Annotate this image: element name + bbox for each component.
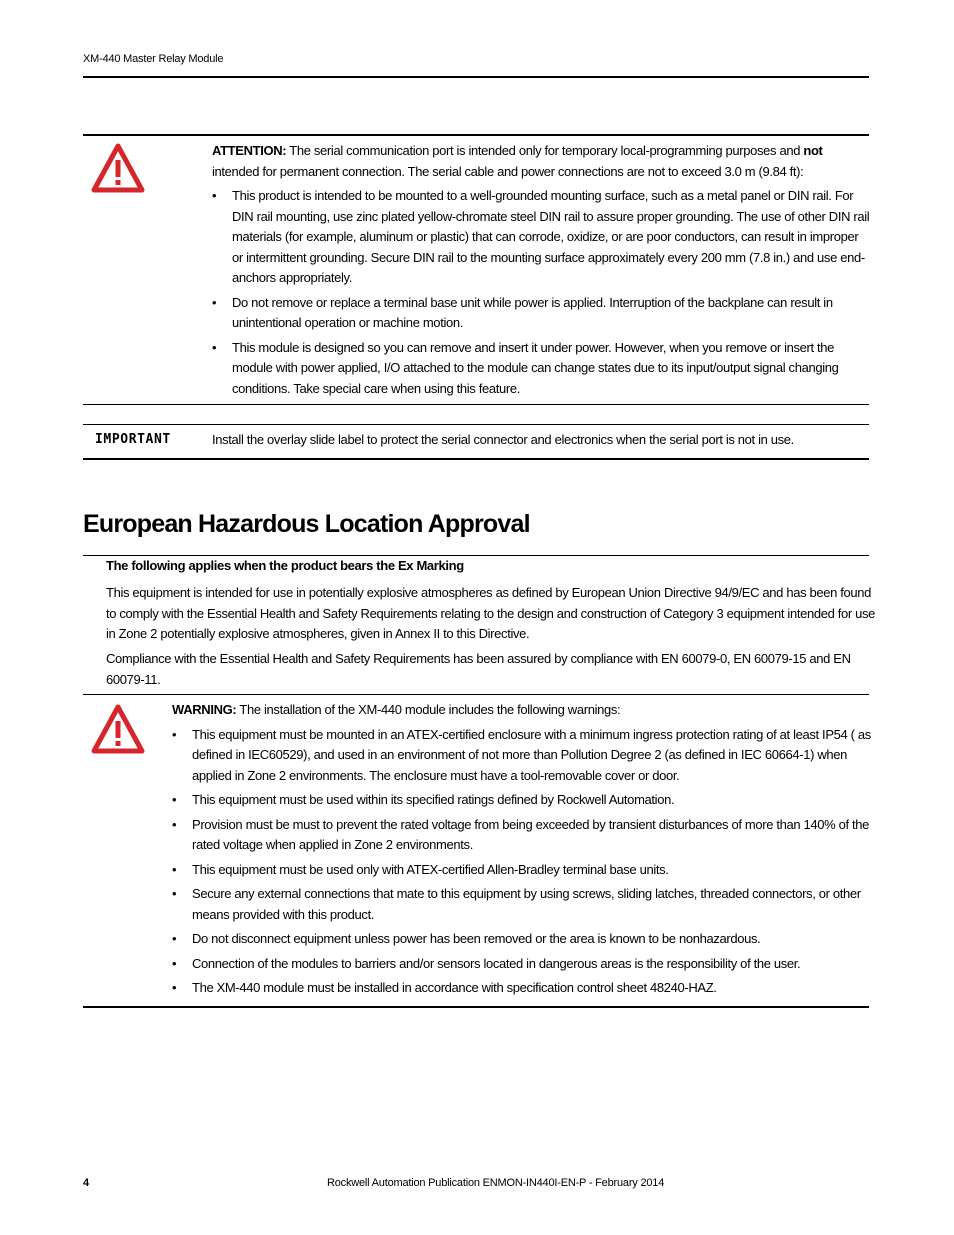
warning-bullet-list	[172, 725, 872, 999]
section-title: European Hazardous Location Approval	[83, 510, 530, 538]
important-label: IMPORTANT	[95, 432, 171, 447]
important-bottom-rule	[83, 458, 869, 460]
warning-bullet: • Do not disconnect equipment unless power has been removed or the area is known to be nonhazardous.	[172, 929, 872, 950]
warning-triangle-icon	[91, 143, 145, 193]
important-text: Install the overlay slide label to protect the serial connector and electronics when the serial port is not in use.	[212, 432, 794, 447]
warning-bullet: • This equipment must be mounted in an ATEX-certified enclosure with a minimum ingress protection rating of at least IP54 ( as defined in IEC60529), and used in an environment of not more than Pollution Degree 2 (as defined in IEC 60664-1) when applied in Zone 2 environments. The enclosure must have a tool-removable cover or door.	[172, 725, 872, 787]
warning-bullet: • Connection of the modules to barriers and/or sensors located in dangerous areas is the responsibility of the user.	[172, 954, 872, 975]
warning-block	[172, 700, 872, 999]
attention-bullet: • This module is designed so you can remove and insert it under power. However, when you remove or insert the module with power applied, I/O attached to the module can change states due to its input/output signal changing conditions. Take special care when using this feature.	[212, 338, 872, 400]
warning-bullet: • Secure any external connections that mate to this equipment by using screws, sliding latches, threaded connectors, or other means provided with this product.	[172, 884, 872, 925]
warning-intro	[172, 700, 872, 721]
attention-bullet-list	[212, 186, 872, 399]
section-subheading: The following applies when the product bears the Ex Marking	[106, 558, 464, 573]
important-top-rule	[83, 424, 869, 425]
attention-label: ATTENTION:	[212, 143, 287, 158]
section-paragraph-2: Compliance with the Essential Health and Safety Requirements has been assured by compliance with EN 60079-0, EN 60079-15 and EN 60079-11.	[106, 651, 851, 687]
attention-intro-tail: intended for permanent connection. The serial cable and power connections are not to exceed 3.0 m (9.84 ft):	[212, 163, 804, 179]
attention-emphasis: not	[803, 143, 823, 158]
page-number: 4	[83, 1177, 90, 1189]
warning-top-rule	[83, 694, 869, 695]
warning-bullet: • This equipment must be used within its specified ratings defined by Rockwell Automation.	[172, 790, 872, 811]
warning-bullet: • This equipment must be used only with ATEX-certified Allen-Bradley terminal base units.	[172, 860, 872, 881]
warning-bullet: • The XM-440 module must be installed in accordance with specification control sheet 48240-HAZ.	[172, 978, 872, 999]
warning-intro-text: The installation of the XM-440 module includes the following warnings:	[239, 702, 621, 717]
warning-bottom-rule	[83, 1006, 869, 1008]
warning-bullet: • Provision must be must to prevent the rated voltage from being exceeded by transient disturbances of more than 140% of the rated voltage when applied in Zone 2 environments.	[172, 815, 872, 856]
publication-info: Rockwell Automation Publication ENMON-IN440I-EN-P - February 2014	[327, 1177, 665, 1189]
section-rule	[83, 555, 869, 556]
warning-triangle-icon	[91, 704, 145, 754]
attention-block	[212, 141, 872, 399]
header-rule	[83, 76, 869, 78]
attention-bullet: • This product is intended to be mounted to a well-grounded mounting surface, such as a metal panel or DIN rail. For DIN rail mounting, use zinc plated yellow-chromate steel DIN rail to assure proper grounding. The use of other DIN rail materials (for example, aluminum or plastic) that can corrode, oxidize, or are poor conductors, can result in improper or intermittent grounding. Secure DIN rail to the mounting surface approximately every 200 mm (7.8 in.) and use end-anchors appropriately.	[212, 186, 872, 289]
attention-bottom-rule	[83, 404, 869, 405]
running-header: XM-440 Master Relay Module	[83, 53, 224, 65]
warning-label: WARNING:	[172, 702, 237, 717]
attention-intro	[212, 141, 872, 182]
attention-top-rule	[83, 134, 869, 136]
attention-bullet: • Do not remove or replace a terminal base unit while power is applied. Interruption of the backplane can result in unintentional operation or machine motion.	[212, 293, 872, 334]
attention-intro-text: The serial communication port is intended only for temporary local-programming purposes and	[289, 143, 801, 158]
section-paragraph-1: This equipment is intended for use in potentially explosive atmospheres as defined by European Union Directive 94/9/EC and has been found to comply with the Essential Health and Safety Requirements relating to the design and construction of Category 3 equipment intended for use in Zone 2 potentially explosive atmospheres, given in Annex II to this Directive.	[106, 585, 876, 641]
